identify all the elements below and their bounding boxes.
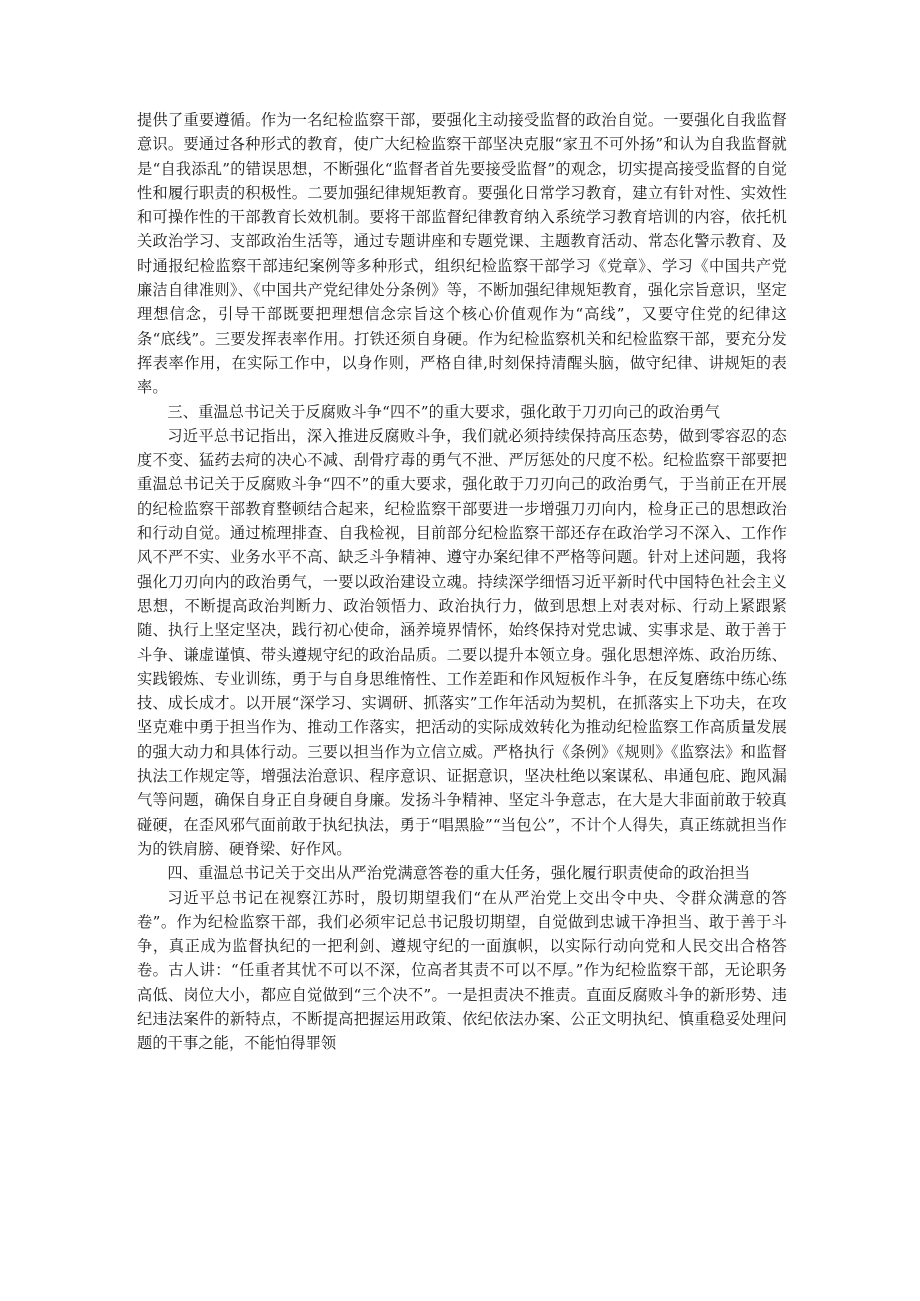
paragraph-responsibility: 习近平总书记在视察江苏时，殷切期望我们“在从严治党上交出令中央、令群众满意的答卷”。作为纪检监察干部，我们必须牢记总书记殷切期望，自觉做到忠诚干净担当、敢于善于斗争，真正成为监督执纪的一把利剑、遵规守纪的一面旗帜，以实际行动向党和人民交出合格答卷。古人讲：“任重者其忧不可以不深，位高者其责不可以不厚。”作为纪检监察干部，无论职务高低、岗位大小，都应自觉做到“三个决不”。一是担责决不推责。直面反腐败斗争的新形势、违纪违法案件的新特点，不断提高把握运用政策、依纪依法办案、公正文明执纪、慎重稳妥处理问题的干事之能，不能怕得罪领 — [137, 888, 787, 1053]
document-body — [137, 108, 787, 1056]
section-heading-three: 三、重温总书记关于反腐败斗争“四不”的重大要求，强化敢于刀刃向己的政治勇气 — [167, 402, 721, 421]
paragraph-four-no: 习近平总书记指出，深入推进反腐败斗争，我们就必须持续保持高压态势，做到零容忍的态度不变、猛药去疴的决心不减、刮骨疗毒的勇气不泄、严厉惩处的尺度不松。纪检监察干部要把重温总书记关于反腐败斗争“四不”的重大要求，强化敢于刀刃向己的政治勇气，于当前正在开展的纪检监察干部教育整顿结合起来，纪检监察干部要进一步增强刀刃向内，检身正己的思想政治和行动自觉。通过梳理排查、自我检视，目前部分纪检监察干部还存在政治学习不深入、工作作风不严不实、业务水平不高、缺乏斗争精神、遵守办案纪律不严格等问题。针对上述问题，我将强化刀刃向内的政治勇气，一要以政治建设立魂。持续深学细悟习近平新时代中国特色社会主义思想，不断提高政治判断力、政治领悟力、政治执行力，做到思想上对表对标、行动上紧跟紧随、执行上坚定坚决，践行初心使命，涵养境界情怀，始终保持对党忠诚、实事求是、敢于善于斗争、谦虚谨慎、带头遵规守纪的政治品质。二要以提升本领立身。强化思想淬炼、政治历练、实践锻炼、专业训练，勇于与自身思维惰性、工作差距和作风短板作斗争，在反复磨练中练心练技、成长成才。以开展“深学习、实调研、抓落实”工作年活动为契机，在抓落实上下功夫，在攻坚克难中勇于担当作为、推动工作落实，把活动的实际成效转化为推动纪检监察工作高质量发展的强大动力和具体行动。三要以担当作为立信立威。严格执行《条例》《规则》《监察法》和监督执法工作规定等，增强法治意识、程序意识、证据意识，坚决杜绝以案谋私、串通包庇、跑风漏气等问题，确保自身正自身硬自身廉。发扬斗争精神、坚定斗争意志，在大是大非面前敢于较真碰硬，在歪风邪气面前敢于执纪执法，勇于“唱黑脸”“当包公”，不计个人得失，真正练就担当作为的铁肩膀、硬脊梁、好作风。 — [137, 426, 787, 858]
paragraph-supervision: 提供了重要遵循。作为一名纪检监察干部，要强化主动接受监督的政治自觉。一要强化自我监督意识。要通过各种形式的教育，使广大纪检监察干部坚决克服“家丑不可外扬”和认为自我监督就是“自我添乱”的错误思想，不断强化“监督者首先要接受监督”的观念，切实提高接受监督的自觉性和履行职责的积极性。二要加强纪律规矩教育。要强化日常学习教育，建立有针对性、实效性和可操作性的干部教育长效机制。要将干部监督纪律教育纳入系统学习教育培训的内容，依托机关政治学习、支部政治生活等，通过专题讲座和专题党课、主题教育活动、常态化警示教育、及时通报纪检监察干部违纪案例等多种形式，组织纪检监察干部学习《党章》、学习《中国共产党廉洁自律准则》、《中国共产党纪律处分条例》等，不断加强纪律规矩教育，强化宗旨意识，坚定理想信念，引导干部既要把理想信念宗旨这个核心价值观作为“高线”，又要守住党的纪律这条“底线”。三要发挥表率作用。打铁还须自身硬。作为纪检监察机关和纪检监察干部，要充分发挥表率作用，在实际工作中，以身作则，严格自律,时刻保持清醒头脑，做守纪律、讲规矩的表率。 — [137, 111, 787, 397]
section-heading-four: 四、重温总书记关于交出从严治党满意答卷的重大任务，强化履行职责使命的政治担当 — [167, 864, 751, 883]
